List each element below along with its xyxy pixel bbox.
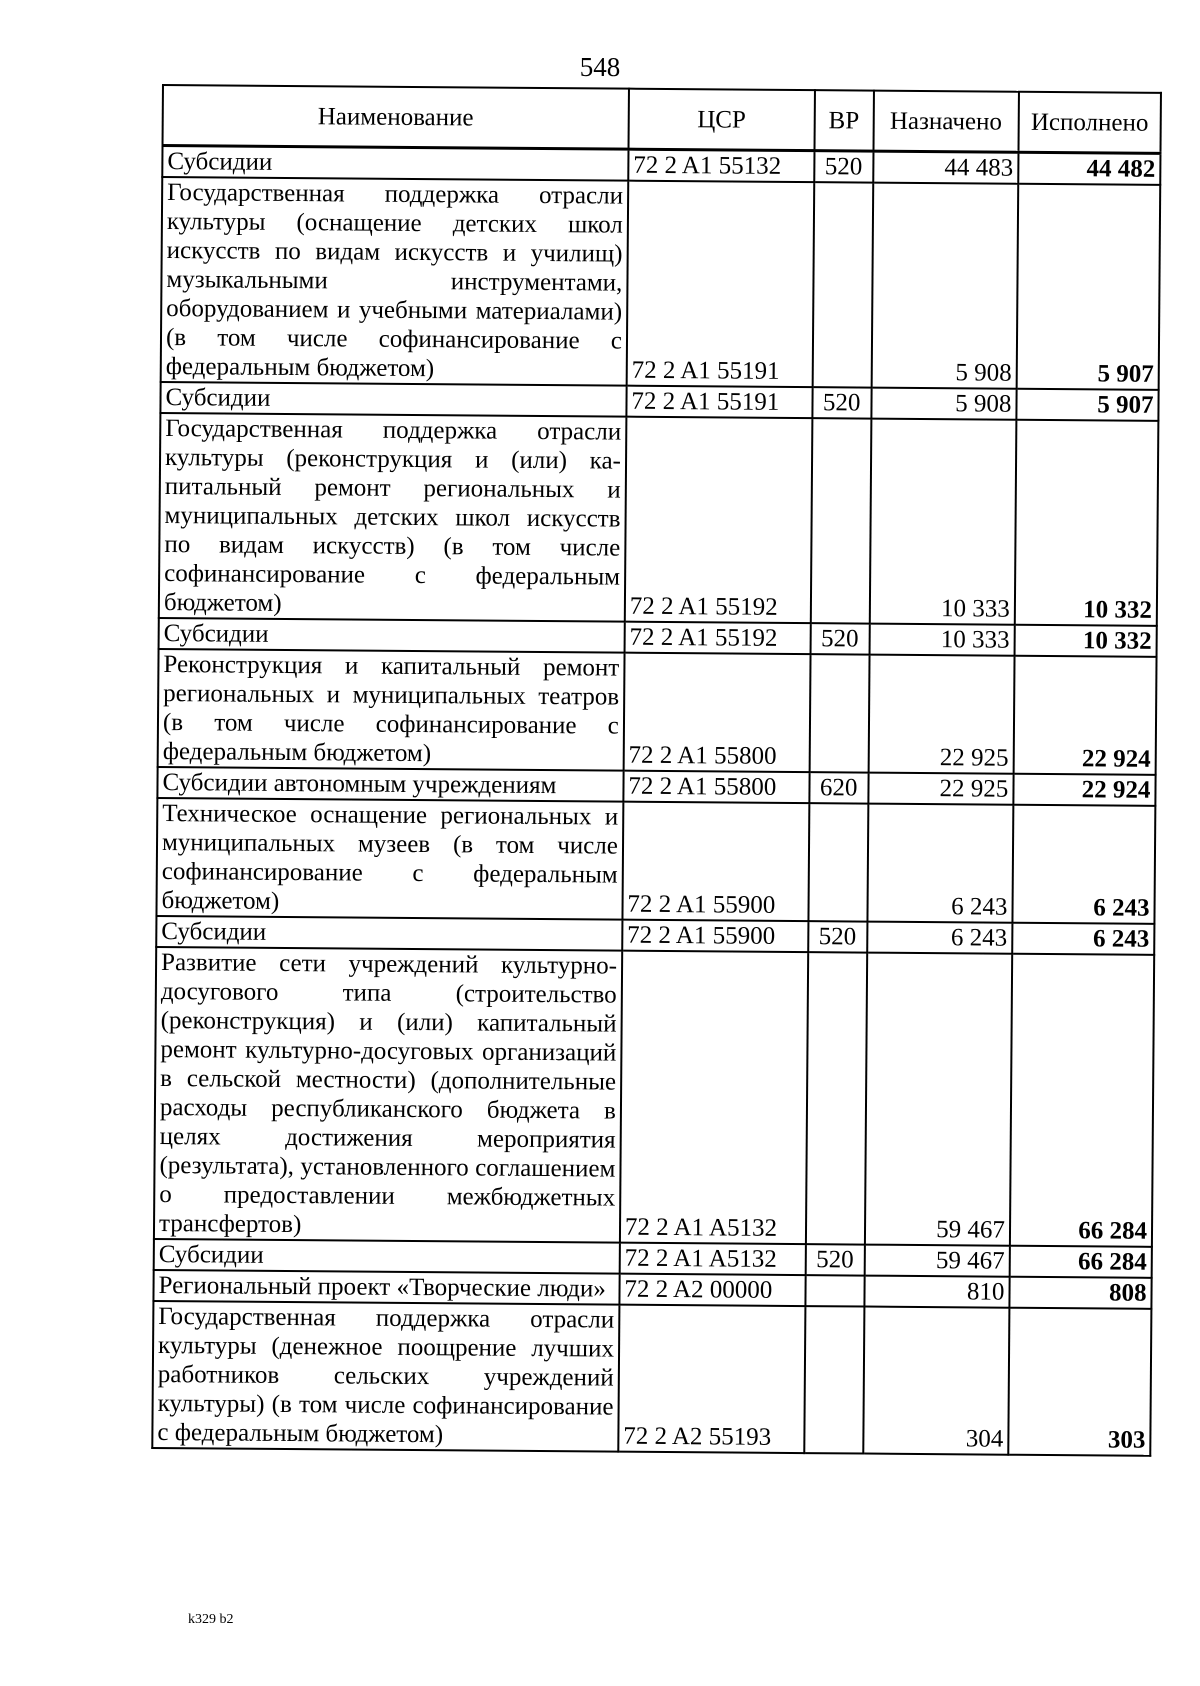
row-vr bbox=[812, 182, 872, 387]
row-name: Субсидии bbox=[160, 382, 626, 417]
row-assigned: 22 925 bbox=[868, 773, 1014, 805]
row-assigned: 59 467 bbox=[864, 1245, 1010, 1277]
row-assigned: 304 bbox=[863, 1307, 1009, 1455]
column-header-vr: ВР bbox=[814, 90, 873, 151]
row-name: Развитие сети учреждений культурно-досугового типа (строительство (реконструкция) и (или) капитальный ремонт культурно-досуговых организаций в сельской местности) (дополнительные расходы республиканского бюджета в целях достижения мероприятия (результата), установленного соглашением о предоставлении межбюджетных трансфертов) bbox=[154, 947, 622, 1243]
row-vr bbox=[805, 1275, 864, 1306]
row-csr: 72 2 A1 55191 bbox=[626, 386, 812, 418]
row-csr: 72 2 A1 55900 bbox=[622, 920, 808, 952]
row-executed: 22 924 bbox=[1013, 656, 1156, 775]
row-csr: 72 2 A1 A5132 bbox=[620, 951, 808, 1244]
row-name: Субсидии bbox=[162, 146, 628, 181]
table-row bbox=[154, 947, 1154, 1247]
row-assigned: 5 908 bbox=[871, 183, 1018, 389]
row-assigned: 5 908 bbox=[871, 388, 1017, 420]
column-header-csr: ЦСР bbox=[628, 89, 814, 151]
row-csr: 72 2 A1 55191 bbox=[627, 181, 815, 387]
table-row bbox=[152, 1301, 1151, 1456]
row-executed: 6 243 bbox=[1012, 805, 1155, 924]
row-vr: 520 bbox=[812, 387, 871, 418]
column-header-executed: Исполнено bbox=[1018, 92, 1161, 154]
row-name: Субсидии bbox=[159, 618, 625, 653]
row-name: Государственная поддержка отрасли культуры (оснащение детских школ искусств по видам искусств и училищ) музыкальными инструментами, оборудованием и учебными материалами) (в том числе софинансирование с федеральным бюджетом) bbox=[161, 177, 628, 386]
row-name: Государственная поддержка отрасли культуры (денежное поощрение лучших работников сельских учреждений культуры) (в том числе софинансирование с федеральным бюджетом) bbox=[152, 1301, 619, 1452]
table-row bbox=[161, 177, 1161, 390]
row-csr: 72 2 A1 55800 bbox=[623, 653, 810, 772]
row-csr: 72 2 A1 A5132 bbox=[620, 1243, 806, 1275]
row-executed: 10 332 bbox=[1014, 625, 1156, 657]
row-vr bbox=[806, 952, 867, 1244]
table-header-row bbox=[163, 85, 1161, 153]
row-csr: 72 2 A1 55132 bbox=[628, 149, 814, 182]
row-name: Субсидии bbox=[154, 1239, 620, 1274]
row-vr: 520 bbox=[814, 151, 873, 183]
row-name: Региональный проект «Творческие люди» bbox=[153, 1270, 619, 1305]
row-csr: 72 2 A1 55192 bbox=[624, 622, 810, 654]
row-executed: 22 924 bbox=[1013, 774, 1155, 806]
footer-code: k329 b2 bbox=[188, 1612, 234, 1627]
row-vr bbox=[811, 418, 871, 623]
row-vr: 520 bbox=[810, 623, 869, 654]
row-executed: 66 284 bbox=[1010, 1246, 1152, 1278]
row-vr: 520 bbox=[805, 1244, 864, 1275]
row-executed: 303 bbox=[1008, 1308, 1151, 1456]
budget-table bbox=[151, 84, 1162, 1457]
row-executed: 5 907 bbox=[1016, 389, 1158, 421]
table-row bbox=[159, 413, 1159, 626]
row-executed: 6 243 bbox=[1012, 923, 1154, 955]
row-vr: 620 bbox=[809, 772, 868, 803]
table-row bbox=[158, 649, 1157, 775]
row-vr bbox=[804, 1306, 864, 1453]
row-executed: 10 332 bbox=[1015, 420, 1159, 626]
row-assigned: 10 333 bbox=[869, 419, 1016, 625]
row-vr bbox=[809, 654, 869, 772]
column-header-name: Наименование bbox=[163, 85, 629, 149]
row-assigned: 6 243 bbox=[867, 922, 1013, 954]
row-executed: 66 284 bbox=[1010, 954, 1154, 1247]
row-assigned: 44 483 bbox=[873, 151, 1019, 184]
row-executed: 808 bbox=[1009, 1277, 1151, 1309]
row-assigned: 6 243 bbox=[867, 804, 1013, 923]
row-assigned: 810 bbox=[864, 1276, 1010, 1308]
row-csr: 72 2 A2 55193 bbox=[618, 1305, 805, 1453]
row-executed: 44 482 bbox=[1018, 152, 1160, 185]
row-name: Реконструкция и капитальный ремонт региональных и муниципальных театров (в том числе софинансирование с федеральным бюджетом) bbox=[158, 649, 625, 771]
row-name: Техническое оснащение региональных и муниципальных музеев (в том числе софинансирование с федеральным бюджетом) bbox=[156, 798, 623, 920]
row-name: Государственная поддержка отрасли культуры (реконструкция и (или) капитальный ремонт региональных и муниципальных детских школ искусств по видам искусств) (в том числе софинансирование с федеральным бюджетом) bbox=[159, 413, 626, 622]
row-csr: 72 2 A2 00000 bbox=[619, 1274, 805, 1306]
row-vr: 520 bbox=[808, 921, 867, 952]
row-csr: 72 2 A1 55192 bbox=[625, 417, 813, 623]
row-csr: 72 2 A1 55900 bbox=[622, 802, 809, 921]
row-assigned: 59 467 bbox=[864, 953, 1012, 1246]
row-vr bbox=[808, 803, 868, 921]
row-name: Субсидии bbox=[156, 916, 622, 951]
table-row bbox=[156, 798, 1155, 924]
column-header-assigned: Назначено bbox=[873, 91, 1019, 153]
row-assigned: 10 333 bbox=[869, 624, 1015, 656]
row-assigned: 22 925 bbox=[868, 655, 1014, 774]
row-csr: 72 2 A1 55800 bbox=[623, 771, 809, 803]
row-executed: 5 907 bbox=[1017, 184, 1161, 390]
row-name: Субсидии автономным учреждениям bbox=[157, 767, 623, 802]
page-number: 548 bbox=[579, 52, 621, 82]
